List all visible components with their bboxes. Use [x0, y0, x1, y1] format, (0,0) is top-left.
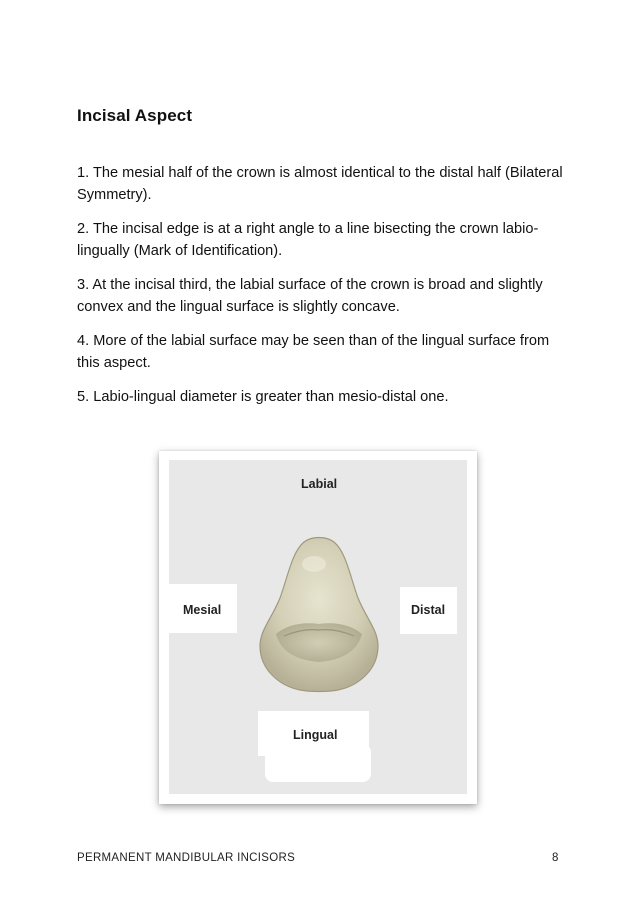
point-list — [77, 162, 572, 420]
mesial-label: Mesial — [183, 603, 222, 617]
incisor-tooth-image — [254, 534, 384, 694]
point-item: 2. The incisal edge is at a right angle to a line bisecting the crown labio-lingually (Mark of Identification). — [77, 221, 539, 259]
page-number: 8 — [552, 852, 559, 864]
footer-title: PERMANENT MANDIBULAR INCISORS — [77, 852, 296, 864]
point-item: 1. The mesial half of the crown is almost identical to the distal half (Bilateral Symmetry). — [77, 165, 563, 203]
figure-background — [169, 460, 467, 794]
point-item: 4. More of the labial surface may be seen than of the lingual surface from this aspect. — [77, 333, 550, 371]
section-heading: Incisal Aspect — [77, 106, 193, 125]
distal-label: Distal — [411, 603, 446, 617]
point-item: 5. Labio-lingual diameter is greater than mesio-distal one. — [77, 389, 449, 405]
distal-label-box — [400, 587, 457, 634]
labial-label: Labial — [301, 477, 338, 491]
lingual-label-box — [258, 711, 369, 756]
point-item: 3. At the incisal third, the labial surface of the crown is broad and slightly convex and the lingual surface is slightly concave. — [77, 277, 543, 315]
mesial-label-box — [169, 584, 237, 633]
tooth-figure — [159, 451, 477, 804]
lingual-label: Lingual — [293, 728, 338, 742]
